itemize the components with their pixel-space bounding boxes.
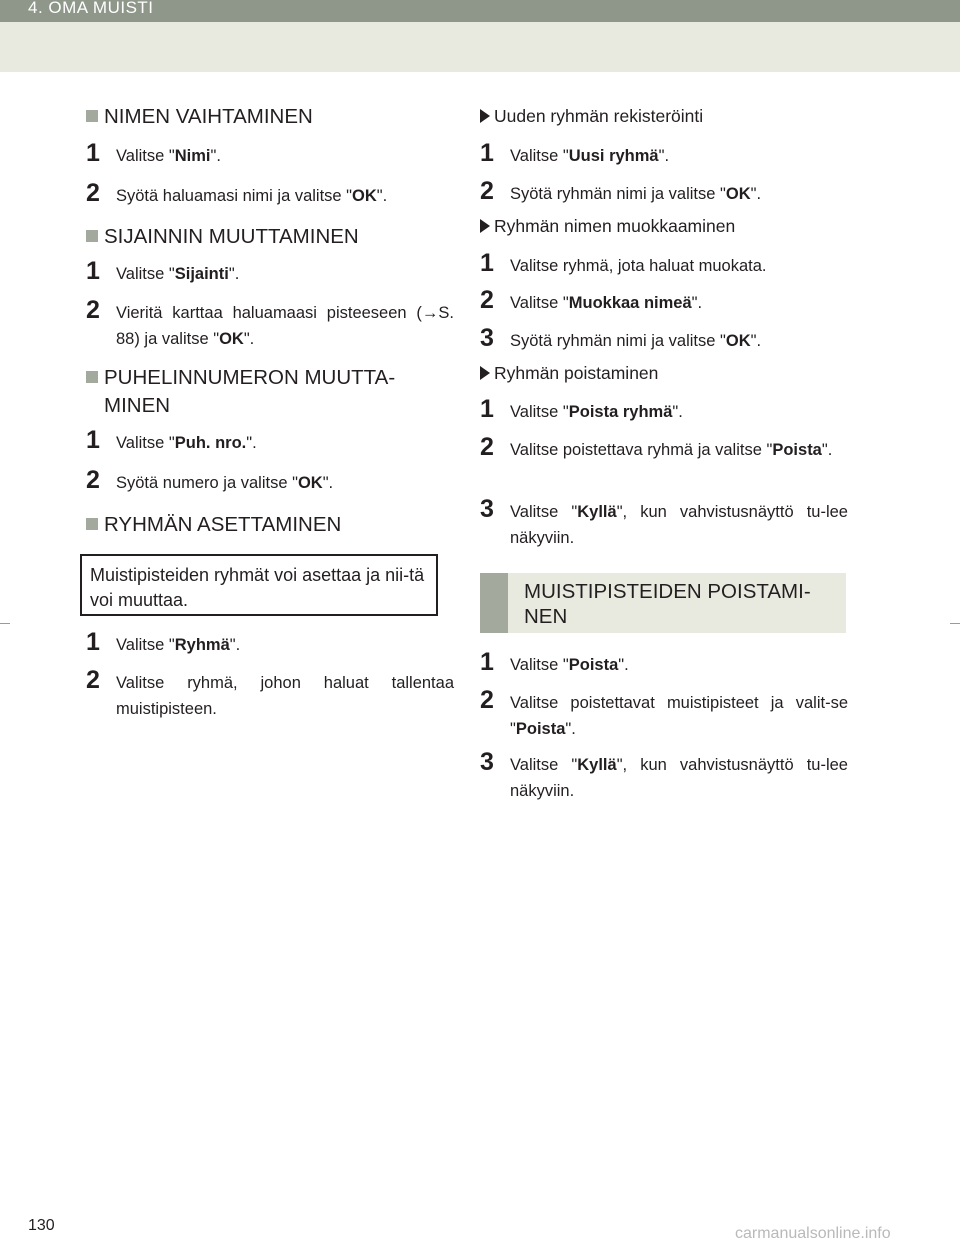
step-muokkaus-1: 1 Valitse ryhmä, jota haluat muokata. <box>480 249 767 277</box>
step-poistami-3: 3 Valitse "Kyllä", kun vahvistusnäyttö tu-lee näkyviin. <box>480 748 848 800</box>
step-number: 3 <box>480 748 494 776</box>
step-ryhma-2: 2 Valitse ryhmä, johon haluat tallentaa muistipisteen. <box>86 666 454 718</box>
crop-mark-right <box>950 623 960 624</box>
square-bullet-icon <box>86 110 98 122</box>
section-heading-poistaminen: MUISTIPISTEIDEN POISTAMI-NEN <box>524 580 811 628</box>
section-heading-ryhma: RYHMÄN ASETTAMINEN <box>86 511 454 539</box>
step-number: 2 <box>480 177 494 205</box>
section-heading-sijainti: SIJAINNIN MUUTTAMINEN <box>86 223 454 251</box>
ui-label-kylla: Kyllä <box>577 503 617 521</box>
step-uusi-1: 1 Valitse "Uusi ryhmä". <box>480 139 670 167</box>
step-number: 1 <box>480 249 494 277</box>
step-number: 1 <box>86 257 100 285</box>
ui-label-ryhma: Ryhmä <box>174 636 230 654</box>
step-number: 1 <box>86 628 100 656</box>
subheading-uusi-ryhma: Uuden ryhmän rekisteröinti <box>480 104 848 128</box>
ui-label-ok: OK <box>219 330 244 348</box>
step-poisto-3: 3 Valitse "Kyllä", kun vahvistusnäyttö tu-lee näkyviin. <box>480 495 848 547</box>
step-poistami-2: 2 Valitse poistettavat muistipisteet ja valit-se "Poista". <box>480 686 848 738</box>
step-poisto-2: 2 Valitse poistettava ryhmä ja valitse "Poista". <box>480 433 833 461</box>
step-number: 1 <box>86 139 100 167</box>
step-poistami-1: 1 Valitse "Poista". <box>480 648 629 676</box>
step-number: 2 <box>480 686 494 714</box>
ui-label-puh-nro: Puh. nro. <box>174 434 247 452</box>
step-number: 2 <box>86 666 100 694</box>
ui-label-kylla: Kyllä <box>577 756 617 774</box>
subheading-poisto: Ryhmän poistaminen <box>480 361 848 385</box>
step-poisto-1: 1 Valitse "Poista ryhmä". <box>480 395 683 423</box>
step-number: 2 <box>480 433 494 461</box>
ui-label-muokkaa-nimea: Muokkaa nimeä <box>568 294 692 312</box>
watermark: carmanualsonline.info <box>735 1225 891 1242</box>
ui-label-poista: Poista <box>772 441 822 459</box>
heading-box-accent <box>480 573 508 633</box>
section-heading-box-poistaminen <box>480 573 846 633</box>
subheading-muokkaus: Ryhmän nimen muokkaaminen <box>480 214 848 238</box>
step-number: 2 <box>86 296 100 324</box>
step-muokkaus-3: 3 Syötä ryhmän nimi ja valitse "OK". <box>480 324 762 352</box>
square-bullet-icon <box>86 230 98 242</box>
step-number: 2 <box>86 179 100 207</box>
ui-label-poista: Poista <box>568 656 619 674</box>
step-muokkaus-2: 2 Valitse "Muokkaa nimeä". <box>480 286 703 314</box>
ui-label-ok: OK <box>725 185 751 203</box>
info-note-box: Muistipisteiden ryhmät voi asettaa ja nii-tä voi muuttaa. <box>80 554 438 616</box>
crop-mark-left <box>0 623 10 624</box>
section-heading-nimi: NIMEN VAIHTAMINEN <box>86 103 454 131</box>
ui-label-ok: OK <box>725 332 751 350</box>
ui-label-poista: Poista <box>515 720 566 738</box>
ui-label-uusi-ryhma: Uusi ryhmä <box>568 147 659 165</box>
step-number: 3 <box>480 495 494 523</box>
triangle-bullet-icon <box>480 366 490 380</box>
step-sijainti-1: 1 Valitse "Sijainti". <box>86 257 240 285</box>
step-uusi-2: 2 Syötä ryhmän nimi ja valitse "OK". <box>480 177 762 205</box>
ui-label-ok: OK <box>352 187 377 205</box>
step-number: 1 <box>480 395 494 423</box>
step-number: 1 <box>86 426 100 454</box>
page-number: 130 <box>28 1217 55 1234</box>
step-number: 1 <box>480 139 494 167</box>
step-number: 1 <box>480 648 494 676</box>
chapter-bar <box>0 0 960 22</box>
ui-label-sijainti: Sijainti <box>174 265 229 283</box>
step-number: 2 <box>86 466 100 494</box>
step-nimi-1: 1 Valitse "Nimi". <box>86 139 221 167</box>
step-nimi-2: 2 Syötä haluamasi nimi ja valitse "OK". <box>86 179 388 207</box>
step-number: 2 <box>480 286 494 314</box>
step-number: 3 <box>480 324 494 352</box>
section-heading-puhelinnumero: PUHELINNUMERON MUUTTA- MINEN <box>86 364 454 420</box>
step-puh-2: 2 Syötä numero ja valitse "OK". <box>86 466 334 494</box>
ui-label-poista-ryhma: Poista ryhmä <box>568 403 673 421</box>
triangle-bullet-icon <box>480 109 490 123</box>
step-sijainti-2: 2 Vieritä karttaa haluamaasi pisteeseen (→S. 88) ja valitse "OK". <box>86 296 454 348</box>
step-ryhma-1: 1 Valitse "Ryhmä". <box>86 628 241 656</box>
ui-label-ok: OK <box>297 474 323 492</box>
ui-label-nimi: Nimi <box>174 147 211 165</box>
triangle-bullet-icon <box>480 219 490 233</box>
step-puh-1: 1 Valitse "Puh. nro.". <box>86 426 257 454</box>
chapter-title: 4. OMA MUISTI <box>28 0 154 17</box>
square-bullet-icon <box>86 518 98 530</box>
square-bullet-icon <box>86 371 98 383</box>
